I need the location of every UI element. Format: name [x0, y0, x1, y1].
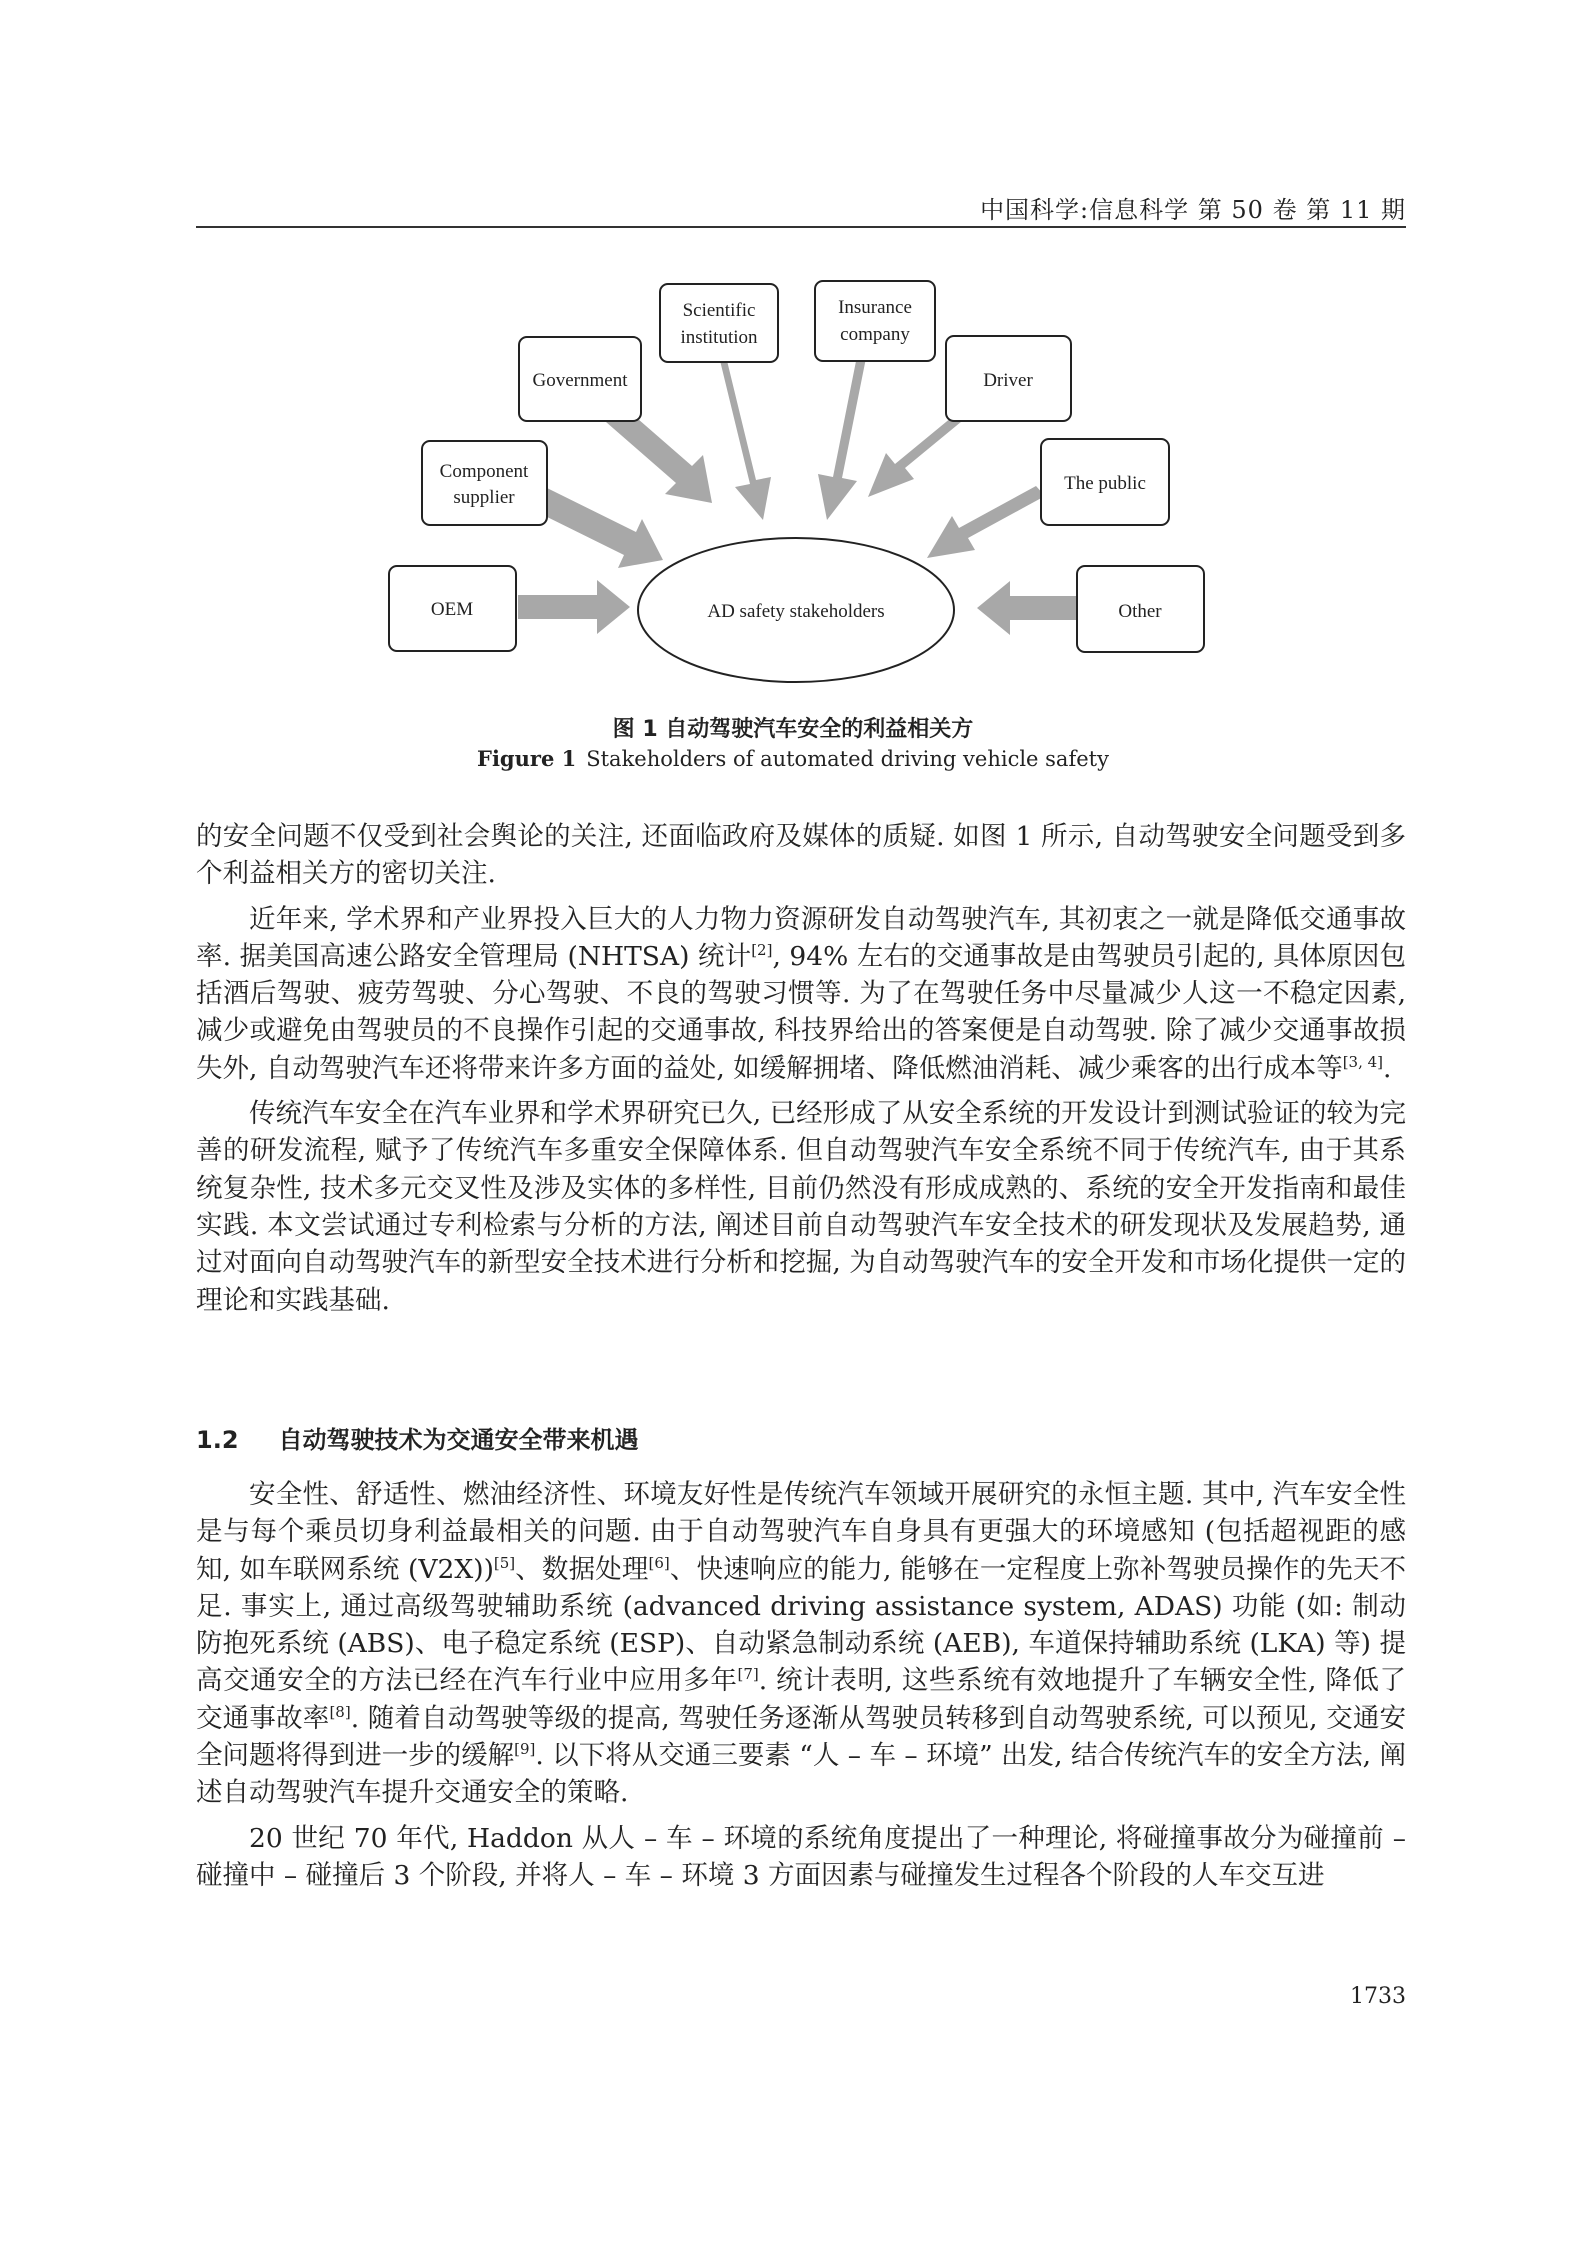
arrow-other — [977, 581, 1082, 635]
paragraph-3: 传统汽车安全在汽车业界和学术界研究已久, 已经形成了从安全系统的开发设计到测试验证的较为完善的研发流程, 赋予了传统汽车多重安全保障体系. 但自动驾驶汽车安全系统不同于传统汽车, 由于其系统复杂性, 技术多元交叉性及涉及实体的多样性, 目前仍然没有形成成熟的、系统的安全开发指南和最佳实践. 本文尝试通过专利检索与分析的方法, 阐述目前自动驾驶汽车安全技术的研发现状及发展趋势, 通过对面向自动驾驶汽车的新型安全技术进行分析和挖掘, 为自动驾驶汽车的安全开发和市场化提供一定的理论和实践基础. — [196, 1098, 1406, 1316]
node-other — [1077, 566, 1204, 652]
node-scientific-line1: Scientific — [682, 300, 756, 321]
node-other-label: Other — [1118, 601, 1162, 622]
page-number: 1733 — [1350, 1984, 1406, 2009]
paragraph-1: 的安全问题不仅受到社会舆论的关注, 还面临政府及媒体的质疑. 如图 1 所示, 自动驾驶安全问题受到多个利益相关方的密切关注. — [196, 821, 1406, 890]
stakeholder-diagram-main — [380, 270, 1220, 710]
section-heading — [196, 1420, 639, 1455]
citation-ref: [9] — [514, 1740, 536, 1759]
node-public-label: The public — [1064, 473, 1146, 494]
node-component-line2: supplier — [453, 487, 515, 508]
node-public — [1041, 439, 1169, 525]
figure-caption-en-text: Stakeholders of automated driving vehicle safety — [586, 747, 1109, 771]
node-insurance-line1: Insurance — [838, 297, 912, 318]
body-text-lower — [196, 1476, 1406, 1894]
node-component-line1: Component — [439, 461, 529, 482]
figure-caption-cn: 图 1 自动驾驶汽车安全的利益相关方 — [612, 717, 974, 742]
paragraph-5: 20 世纪 70 年代, Haddon 从人 – 车 – 环境的系统角度提出了一种理论, 将碰撞事故分为碰撞前 – 碰撞中 – 碰撞后 3 个阶段, 并将人 – 车 – 环境 3 方面因素与碰撞发生过程各个阶段的人车交互进 — [196, 1822, 1406, 1891]
node-government-label: Government — [532, 370, 628, 391]
arrow-oem — [518, 580, 630, 634]
figure-caption-en — [0, 746, 1586, 771]
node-oem — [389, 566, 516, 651]
node-oem-label: OEM — [430, 599, 474, 620]
node-component — [422, 441, 547, 525]
citation-ref: [5] — [493, 1553, 516, 1572]
citation-ref: [8] — [329, 1702, 351, 1721]
paragraph-4: 安全性、舒适性、燃油经济性、环境友好性是传统汽车领域开展研究的永恒主题. 其中, 汽车安全性是与每个乘员切身利益最相关的问题. 由于自动驾驶汽车自身具有更强大的环境感知 (包括超视距的感知, 如车联网系统 (V2X))[5]、数据处理[6]、快速响应的能力, 能够在一定程度上弥补驾驶员操作的先天不足. 事实上, 通过高级驾驶辅助系统 (advanced driving assistance system, ADAS) 功能 (如: 制动防抱死系统 (ABS)、电子稳定系统 (ESP)、自动紧急制动系统 (AEB), 车道保持辅助系统 (LKA) 等) 提高交通安全的方法已经在汽车行业中应用多年[7]. 统计表明, 这些系统有效地提升了车辆安全性, 降低了交通事故率[8]. 随着自动驾驶等级的提高, 驾驶任务逐渐从驾驶员转移到自动驾驶系统, 可以预见, 交通安全问题将得到进一步的缓解[9]. 以下将从交通三要素 “人 – 车 – 环境” 出发, 结合传统汽车的安全方法, 阐述自动驾驶汽车提升交通安全的策略. — [196, 1479, 1407, 1809]
citation-ref: [6] — [648, 1553, 670, 1572]
arrow-component — [533, 487, 663, 568]
arrow-insurance — [818, 336, 870, 520]
node-scientific-line2: institution — [680, 327, 758, 348]
journal-header: 中国科学:信息科学 第 50 卷 第 11 期 — [980, 196, 1406, 224]
section-number: 1.2 — [196, 1426, 239, 1454]
node-insurance-line2: company — [840, 324, 910, 345]
node-driver-label: Driver — [983, 370, 1033, 391]
node-driver — [946, 336, 1071, 421]
citation-ref: [2] — [751, 940, 773, 959]
node-government — [519, 337, 641, 421]
center-label: AD safety stakeholders — [707, 601, 885, 622]
section-title: 自动驾驶技术为交通安全带来机遇 — [278, 1426, 639, 1454]
body-text-upper — [196, 818, 1406, 1319]
paragraph-2: 近年来, 学术界和产业界投入巨大的人力物力资源研发自动驾驶汽车, 其初衷之一就是降低交通事故率. 据美国高速公路安全管理局 (NHTSA) 统计[2], 94% 左右的交通事故是由驾驶员引起的, 具体原因包括酒后驾驶、疲劳驾驶、分心驾驶、不良的驾驶习惯等. 为了在驾驶任务中尽量减少人这一不稳定因素, 减少或避免由驾驶员的不良操作引起的交通事故, 科技界给出的答案便是自动驾驶. 除了减少交通事故损失外, 自动驾驶汽车还将带来许多方面的益处, 如缓解拥堵、降低燃油消耗、减少乘客的出行成本等[3, 4]. — [196, 903, 1406, 1084]
citation-ref: [3, 4] — [1342, 1052, 1384, 1071]
arrow-scientific — [716, 340, 771, 520]
node-insurance — [815, 281, 935, 361]
citation-ref: [7] — [737, 1665, 759, 1684]
running-header — [196, 186, 1406, 228]
figure-caption-en-label: Figure 1 — [477, 746, 577, 771]
node-scientific — [660, 284, 778, 362]
arrow-public — [927, 486, 1045, 558]
